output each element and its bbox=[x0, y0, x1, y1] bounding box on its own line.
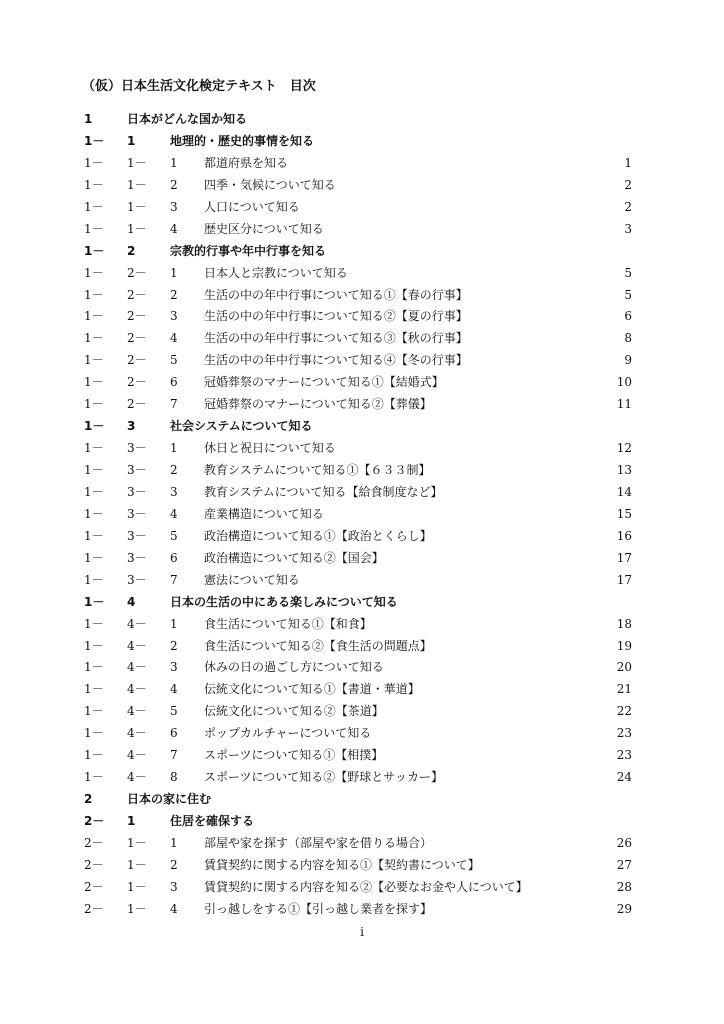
toc-entry-title: 日本の家に住む bbox=[127, 792, 212, 807]
toc-number: 1 bbox=[170, 155, 178, 170]
toc-entry bbox=[0, 504, 724, 526]
toc-page-number: 13 bbox=[616, 463, 632, 477]
toc-entry-title: 伝統文化について知る②【茶道】 bbox=[204, 704, 384, 719]
toc-entry-title: スポーツについて知る②【野球とサッカー】 bbox=[204, 770, 444, 785]
toc-number: 1－ bbox=[84, 353, 104, 368]
toc-number: 7 bbox=[170, 572, 178, 587]
toc-number: 4 bbox=[170, 331, 178, 346]
toc-entry-title: 住居を確保する bbox=[170, 814, 255, 828]
toc-entry bbox=[0, 306, 724, 328]
toc-entry-title: 四季・気候について知る bbox=[204, 177, 336, 192]
toc-page-number: 2 bbox=[624, 177, 632, 192]
toc-entry bbox=[0, 153, 724, 175]
toc-number: 1－ bbox=[127, 221, 147, 236]
toc-number: 1－ bbox=[127, 835, 147, 850]
toc-number: 1－ bbox=[84, 133, 105, 148]
toc-entry-title: 日本人と宗教について知る bbox=[204, 265, 348, 280]
toc-number: 1－ bbox=[84, 572, 104, 587]
toc-number: 1－ bbox=[84, 155, 104, 170]
toc-number: 2 bbox=[170, 177, 178, 192]
toc-number: 1－ bbox=[127, 155, 147, 170]
toc-entry bbox=[0, 789, 724, 811]
toc-entry-title: 地理的・歴史的事情を知る bbox=[170, 133, 315, 148]
toc-page-number: 15 bbox=[616, 506, 632, 521]
document-title: （仮）日本生活文化検定テキスト 目次 bbox=[82, 79, 316, 94]
toc-number: 1 bbox=[170, 616, 178, 631]
toc-entry-title: 政治構造について知る①【政治とくらし】 bbox=[204, 528, 432, 543]
toc-number: 7 bbox=[170, 397, 178, 412]
toc-page-number: 9 bbox=[624, 353, 632, 368]
toc-entry bbox=[0, 614, 724, 636]
toc-number: 1－ bbox=[84, 177, 104, 192]
toc-number: 4－ bbox=[127, 726, 147, 741]
toc-number: 3－ bbox=[127, 506, 147, 521]
toc-number: 1－ bbox=[84, 594, 105, 609]
toc-entry-title: 引っ越しをする①【引っ越し業者を探す】 bbox=[204, 901, 433, 916]
toc-number: 2－ bbox=[127, 331, 147, 346]
toc-number: 1－ bbox=[127, 901, 147, 916]
toc-entry bbox=[0, 482, 724, 504]
toc-entry bbox=[0, 197, 724, 219]
toc-entry-title: 部屋や家を探す（部屋や家を借りる場合） bbox=[204, 835, 433, 850]
toc-number: 1－ bbox=[84, 375, 104, 390]
toc-number: 1－ bbox=[84, 419, 105, 434]
toc-entry-title: 人口について知る bbox=[204, 199, 300, 214]
toc-number: 2 bbox=[170, 287, 178, 302]
toc-number: 1 bbox=[170, 441, 178, 456]
toc-entry bbox=[0, 438, 724, 460]
toc-page-number: 28 bbox=[616, 879, 632, 894]
page-number: i bbox=[360, 925, 364, 939]
toc-page-number: 16 bbox=[616, 528, 632, 543]
toc-number: 1－ bbox=[127, 879, 147, 894]
toc-entry-title: 冠婚葬祭のマナーについて知る②【葬儀】 bbox=[204, 397, 432, 412]
toc-entry-title: 生活の中の年中行事について知る①【春の行事】 bbox=[204, 287, 468, 302]
toc-number: 3－ bbox=[127, 484, 147, 499]
toc-entry bbox=[0, 811, 724, 833]
toc-number: 1－ bbox=[84, 484, 104, 499]
toc-number: 1－ bbox=[84, 287, 104, 302]
toc-entry bbox=[0, 263, 724, 285]
toc-entry-title: 日本の生活の中にある楽しみについて知る bbox=[170, 594, 398, 609]
toc-number: 4－ bbox=[127, 704, 147, 719]
toc-number: 4－ bbox=[127, 638, 147, 653]
toc-entry-title: 教育システムについて知る①【６３３制】 bbox=[204, 463, 431, 477]
toc-number: 1－ bbox=[84, 770, 104, 785]
toc-number: 2－ bbox=[127, 287, 147, 302]
toc-number: 6 bbox=[170, 726, 178, 741]
toc-number: 2 bbox=[127, 243, 136, 258]
toc-number: 1－ bbox=[84, 704, 104, 719]
toc-page-number: 1 bbox=[624, 155, 632, 170]
toc-page-number: 10 bbox=[616, 375, 632, 390]
toc-number: 1 bbox=[170, 835, 178, 850]
toc-number: 7 bbox=[170, 748, 178, 763]
toc-page-number: 14 bbox=[616, 484, 632, 499]
toc-number: 2－ bbox=[84, 901, 104, 916]
toc-number: 1－ bbox=[84, 221, 104, 236]
toc-number: 1－ bbox=[127, 199, 147, 214]
toc-entry-title: 伝統文化について知る①【書道・華道】 bbox=[204, 682, 420, 697]
toc-entry-title: 政治構造について知る②【国会】 bbox=[204, 550, 384, 565]
toc-entry-title: 賃貸契約に関する内容を知る①【契約書について】 bbox=[204, 857, 480, 872]
toc-number: 3－ bbox=[127, 463, 147, 477]
toc-entry bbox=[0, 285, 724, 307]
toc-number: 2－ bbox=[127, 375, 147, 390]
toc-page-number: 29 bbox=[616, 901, 632, 916]
toc-number: 2－ bbox=[84, 835, 104, 850]
toc-entry-title: 都道府県を知る bbox=[204, 155, 289, 170]
toc-number: 4 bbox=[170, 221, 178, 236]
toc-page-number: 5 bbox=[624, 265, 632, 280]
toc-entry-title: 日本がどんな国か知る bbox=[127, 112, 248, 126]
toc-number: 1－ bbox=[84, 550, 104, 565]
toc-page-number: 17 bbox=[616, 572, 632, 587]
toc-entry bbox=[0, 877, 724, 899]
toc-number: 8 bbox=[170, 770, 178, 785]
toc-entry bbox=[0, 219, 724, 241]
toc-number: 1－ bbox=[84, 660, 104, 675]
toc-entry bbox=[0, 592, 724, 614]
toc-entry bbox=[0, 679, 724, 701]
toc-entry-title: 産業構造について知る bbox=[204, 506, 324, 521]
toc-page-number: 12 bbox=[616, 441, 632, 456]
toc-page-number: 24 bbox=[616, 770, 632, 785]
toc-page-number: 18 bbox=[616, 616, 632, 631]
toc-entry bbox=[0, 833, 724, 855]
toc-number: 1－ bbox=[84, 397, 104, 412]
toc-entry-title: 休日と祝日について知る bbox=[204, 441, 336, 456]
toc-page-number: 26 bbox=[616, 835, 632, 850]
toc-entry bbox=[0, 657, 724, 679]
toc-number: 3 bbox=[170, 309, 178, 324]
toc-number: 4 bbox=[170, 682, 178, 697]
toc-number: 1－ bbox=[84, 748, 104, 763]
toc-page-number: 27 bbox=[616, 857, 632, 872]
toc-number: 3 bbox=[127, 419, 136, 434]
toc-number: 5 bbox=[170, 704, 178, 719]
toc-entry bbox=[0, 175, 724, 197]
toc-entry bbox=[0, 636, 724, 658]
toc-entry bbox=[0, 372, 724, 394]
toc-number: 4 bbox=[170, 506, 178, 521]
toc-entry bbox=[0, 350, 724, 372]
toc-number: 3 bbox=[170, 199, 178, 214]
toc-number: 2 bbox=[84, 792, 93, 807]
toc-number: 2－ bbox=[84, 857, 104, 872]
toc-page-number: 21 bbox=[616, 682, 632, 697]
toc-number: 1 bbox=[84, 112, 93, 126]
toc-number: 1－ bbox=[84, 441, 104, 456]
toc-number: 2－ bbox=[127, 265, 147, 280]
toc-number: 3－ bbox=[127, 528, 147, 543]
toc-entry-title: 食生活について知る①【和食】 bbox=[204, 616, 372, 631]
toc-entry-title: 休みの日の過ごし方について知る bbox=[204, 660, 384, 675]
toc-number: 6 bbox=[170, 375, 178, 390]
toc-number: 1－ bbox=[84, 265, 104, 280]
toc-entry-title: 憲法について知る bbox=[204, 572, 300, 587]
toc-number: 4 bbox=[127, 594, 136, 609]
toc-number: 2 bbox=[170, 857, 178, 872]
toc-page-number: 2 bbox=[624, 199, 632, 214]
toc-page-number: 6 bbox=[624, 309, 632, 324]
toc-page-number: 23 bbox=[616, 748, 632, 763]
toc-page-number: 8 bbox=[624, 331, 632, 346]
toc-entry-title: 歴史区分について知る bbox=[204, 221, 324, 236]
toc-entry bbox=[0, 548, 724, 570]
toc-page-number: 23 bbox=[616, 726, 632, 741]
toc-entry bbox=[0, 855, 724, 877]
toc-number: 6 bbox=[170, 550, 178, 565]
toc-number: 1 bbox=[127, 133, 136, 148]
toc-number: 3－ bbox=[127, 550, 147, 565]
toc-entry bbox=[0, 460, 724, 482]
toc-entry-title: ポップカルチャーについて知る bbox=[204, 726, 372, 741]
toc-entry-title: 生活の中の年中行事について知る③【秋の行事】 bbox=[204, 331, 468, 346]
toc-number: 1－ bbox=[127, 177, 147, 192]
toc-page-number: 17 bbox=[616, 550, 632, 565]
toc-number: 1－ bbox=[84, 199, 104, 214]
toc-entry bbox=[0, 416, 724, 438]
toc-page-number: 19 bbox=[616, 638, 632, 653]
toc-entry-title: 教育システムについて知る【給食制度など】 bbox=[204, 484, 443, 499]
toc-number: 3 bbox=[170, 660, 178, 675]
toc-page-number: 11 bbox=[616, 397, 632, 412]
toc-number: 4－ bbox=[127, 682, 147, 697]
toc-entry bbox=[0, 394, 724, 416]
toc-entry bbox=[0, 701, 724, 723]
toc-entry-title: 宗教的行事や年中行事を知る bbox=[170, 243, 327, 258]
toc-number: 2 bbox=[170, 463, 178, 477]
toc-number: 1－ bbox=[84, 726, 104, 741]
toc-number: 1－ bbox=[127, 857, 147, 872]
toc-number: 5 bbox=[170, 353, 178, 368]
toc-entry bbox=[0, 899, 724, 921]
toc-number: 1－ bbox=[84, 309, 104, 324]
toc-page-number: 20 bbox=[616, 660, 632, 675]
toc-entry bbox=[0, 241, 724, 263]
toc-number: 4－ bbox=[127, 660, 147, 675]
toc-number: 2－ bbox=[84, 879, 104, 894]
toc-entry-title: 社会システムについて知る bbox=[170, 419, 313, 434]
toc-number: 3－ bbox=[127, 572, 147, 587]
toc-number: 5 bbox=[170, 528, 178, 543]
toc-number: 2－ bbox=[127, 397, 147, 412]
toc-entry-title: 冠婚葬祭のマナーについて知る①【結婚式】 bbox=[204, 375, 444, 390]
toc-page-number: 5 bbox=[624, 287, 632, 302]
toc-number: 2－ bbox=[127, 309, 147, 324]
toc-number: 1－ bbox=[84, 528, 104, 543]
toc-entry bbox=[0, 526, 724, 548]
toc-number: 4－ bbox=[127, 616, 147, 631]
toc-page-number: 22 bbox=[616, 704, 632, 719]
table-of-contents bbox=[0, 109, 724, 921]
toc-number: 2－ bbox=[127, 353, 147, 368]
toc-number: 1－ bbox=[84, 463, 104, 477]
toc-number: 1－ bbox=[84, 331, 104, 346]
toc-number: 4 bbox=[170, 901, 178, 916]
toc-entry bbox=[0, 723, 724, 745]
toc-number: 3－ bbox=[127, 441, 147, 456]
toc-entry-title: 賃貸契約に関する内容を知る②【必要なお金や人について】 bbox=[204, 879, 528, 894]
toc-number: 1－ bbox=[84, 506, 104, 521]
toc-entry bbox=[0, 131, 724, 153]
toc-number: 1－ bbox=[84, 682, 104, 697]
toc-number: 1－ bbox=[84, 638, 104, 653]
toc-number: 2 bbox=[170, 638, 178, 653]
toc-entry-title: 生活の中の年中行事について知る④【冬の行事】 bbox=[204, 353, 468, 368]
toc-entry bbox=[0, 328, 724, 350]
toc-entry bbox=[0, 570, 724, 592]
toc-page-number: 3 bbox=[624, 221, 632, 236]
toc-entry-title: 生活の中の年中行事について知る②【夏の行事】 bbox=[204, 309, 468, 324]
toc-number: 1－ bbox=[84, 616, 104, 631]
toc-number: 4－ bbox=[127, 748, 147, 763]
toc-entry bbox=[0, 109, 724, 131]
toc-number: 1 bbox=[170, 265, 178, 280]
toc-number: 1－ bbox=[84, 243, 105, 258]
toc-number: 4－ bbox=[127, 770, 147, 785]
toc-number: 3 bbox=[170, 879, 178, 894]
toc-entry bbox=[0, 745, 724, 767]
toc-entry-title: スポーツについて知る①【相撲】 bbox=[204, 748, 384, 763]
toc-entry bbox=[0, 767, 724, 789]
toc-number: 1 bbox=[127, 814, 136, 828]
toc-number: 3 bbox=[170, 484, 178, 499]
toc-number: 2－ bbox=[84, 814, 105, 828]
toc-entry-title: 食生活について知る②【食生活の問題点】 bbox=[204, 638, 432, 653]
